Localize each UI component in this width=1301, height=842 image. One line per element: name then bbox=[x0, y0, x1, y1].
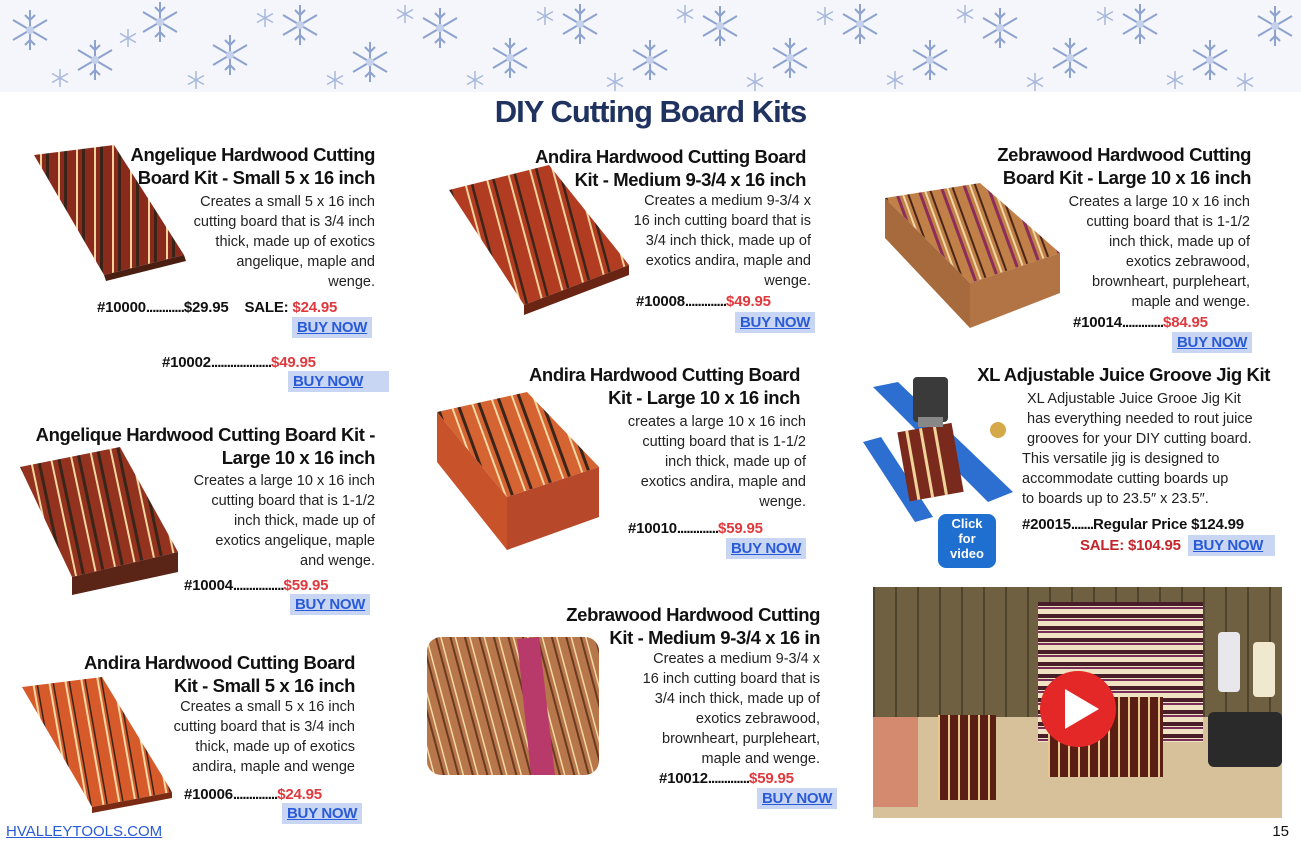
product-title: Andira Hardwood Cutting Board Kit - Small 5 x 16 inch bbox=[83, 652, 355, 696]
product-title: Zebrawood Hardwood Cutting Board Kit - Large 10 x 16 inch bbox=[997, 144, 1251, 188]
product-title: Andira Hardwood Cutting Board Kit - Large 10 x 16 inch bbox=[528, 364, 800, 408]
buy-now-button[interactable]: BUY NOW bbox=[290, 594, 370, 615]
price-line: #10004................$59.95 bbox=[184, 577, 329, 594]
price-line: #10010.............$59.95 bbox=[628, 520, 763, 537]
snowflake-banner bbox=[0, 0, 1301, 92]
zebrawood-medium-board-image bbox=[427, 627, 602, 777]
price-line: #10002...................$49.95 bbox=[162, 354, 316, 371]
buy-now-button[interactable]: BUY NOW bbox=[735, 312, 815, 333]
website-link[interactable]: HVALLEYTOOLS.COM bbox=[6, 823, 163, 840]
product-description: Creates a small 5 x 16 inch cutting board that is 3/4 inch thick, made up of exotics angelique, maple and wenge. bbox=[193, 194, 375, 290]
product-title: Zebrawood Hardwood Cutting Kit - Medium 9-3/4 x 16 in bbox=[566, 604, 820, 648]
buy-now-button[interactable]: BUY NOW bbox=[292, 317, 372, 338]
product-description: Creates a large 10 x 16 inch cutting board that is 1-1/2 inch thick, made up of exotics zebrawood, brownheart, purpleheart, maple and wenge. bbox=[1068, 194, 1250, 310]
product-description: Creates a large 10 x 16 inch cutting board that is 1-1/2 inch thick, made up of exotics angelique, maple and wenge. bbox=[193, 473, 375, 569]
price-line: #10008.............$49.95 bbox=[636, 293, 771, 310]
buy-now-button[interactable]: BUY NOW bbox=[288, 371, 389, 392]
price-line: #10000............$29.95 SALE: $24.95 bbox=[97, 299, 338, 316]
page-title: DIY Cutting Board Kits bbox=[494, 94, 807, 129]
price-line: #10014.............$84.95 bbox=[1073, 314, 1208, 331]
buy-now-button[interactable]: BUY NOW bbox=[1188, 535, 1275, 556]
sale-price-line: SALE: $104.95 bbox=[1080, 537, 1181, 554]
product-description: XL Adjustable Juice Grooe Jig Kit has everything needed to rout juice grooves for your DIY cutting board. This versatile jig is designed to accommodate cutting boards up to boards up to 23.5″ x 23.5″. bbox=[1022, 391, 1253, 507]
buy-now-button[interactable]: BUY NOW bbox=[282, 803, 362, 824]
product-description: Creates a medium 9-3/4 x 16 inch cutting board that is 3/4 inch thick, made up of exotics zebrawood, brownheart, purpleheart, maple and wenge. bbox=[642, 651, 820, 767]
juice-groove-jig-image bbox=[863, 372, 1023, 522]
product-title: Andira Hardwood Cutting Board Kit - Medium 9-3/4 x 16 inch bbox=[534, 146, 806, 190]
buy-now-button[interactable]: BUY NOW bbox=[1172, 332, 1252, 353]
video-thumbnail[interactable] bbox=[873, 587, 1282, 818]
andira-large-board-image bbox=[437, 392, 602, 552]
product-description: creates a large 10 x 16 inch cutting board that is 1-1/2 inch thick, made up of exotics andira, maple and wenge. bbox=[627, 414, 806, 510]
product-title: XL Adjustable Juice Groove Jig Kit bbox=[977, 364, 1270, 385]
angelique-large-board-image bbox=[20, 447, 180, 595]
page-number: 15 bbox=[1272, 823, 1289, 840]
product-title: Angelique Hardwood Cutting Board Kit - Large 10 x 16 inch bbox=[35, 424, 375, 468]
buy-now-button[interactable]: BUY NOW bbox=[726, 538, 806, 559]
workshop-video-image bbox=[873, 587, 1282, 818]
zebrawood-large-board-image bbox=[885, 183, 1065, 331]
product-title: Angelique Hardwood Cutting Board Kit - Small 5 x 16 inch bbox=[130, 144, 375, 188]
product-description: Creates a medium 9-3/4 x 16 inch cutting board that is 3/4 inch thick, made up of exotics andira, maple and wenge. bbox=[633, 193, 811, 289]
click-for-video-button[interactable]: Click for video bbox=[938, 514, 996, 568]
product-description: Creates a small 5 x 16 inch cutting board that is 3/4 inch thick, made up of exotics andira, maple and wenge bbox=[173, 699, 355, 775]
buy-now-button[interactable]: BUY NOW bbox=[757, 788, 837, 809]
price-line: #10006..............$24.95 bbox=[184, 786, 322, 803]
price-line: #10012.............$59.95 bbox=[659, 770, 794, 787]
snowflake-pattern-icon bbox=[0, 0, 1301, 92]
price-line: #20015.......Regular Price $124.99 bbox=[1022, 516, 1244, 533]
